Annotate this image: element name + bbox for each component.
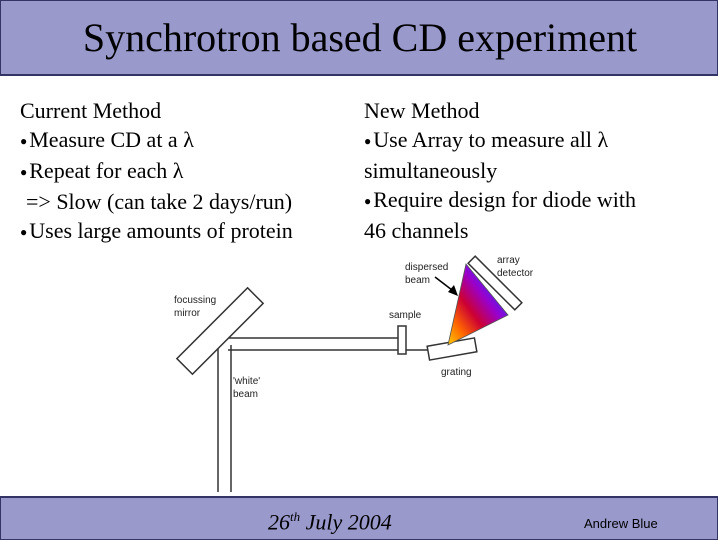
label-dispersed: dispersed (405, 262, 449, 273)
label-detector: detector (497, 268, 534, 279)
arrow-icon (435, 277, 452, 290)
sample (398, 326, 406, 354)
continuation-line: 46 channels (364, 218, 469, 243)
bullet-item: ●Require design for diode with (364, 187, 636, 212)
bullet-icon: ● (20, 134, 28, 148)
bullet-item: ●Repeat for each λ (20, 158, 184, 183)
label-white: 'white' (233, 376, 261, 387)
label-focussing: focussing (174, 295, 217, 306)
slide-title: Synchrotron based CD experiment (82, 15, 638, 60)
footer-author: Andrew Blue (584, 516, 658, 531)
arrowhead-icon (448, 285, 458, 296)
bullet-icon: ● (364, 134, 372, 148)
footer-date: 26th July 2004 (268, 509, 392, 535)
label-beam: beam (233, 389, 259, 400)
current-method-heading: Current Method (20, 98, 162, 123)
new-method-heading: New Method (364, 98, 480, 123)
bullet-icon: ● (20, 165, 28, 179)
label-sample: sample (389, 310, 422, 321)
bullet-item: ●Measure CD at a λ (20, 127, 194, 152)
bullet-icon: ● (20, 225, 28, 239)
label-mirror: mirror (174, 308, 201, 319)
label-array: array (497, 255, 520, 266)
label-grating: grating (441, 367, 472, 378)
bullet-item: ●Uses large amounts of protein (20, 218, 293, 243)
label-dispersed-beam: beam (405, 275, 431, 286)
continuation-line: simultaneously (364, 158, 498, 183)
sub-item: => Slow (can take 2 days/run) (26, 189, 293, 214)
bullet-item: ●Use Array to measure all λ (364, 127, 609, 152)
bullet-icon: ● (364, 194, 372, 208)
